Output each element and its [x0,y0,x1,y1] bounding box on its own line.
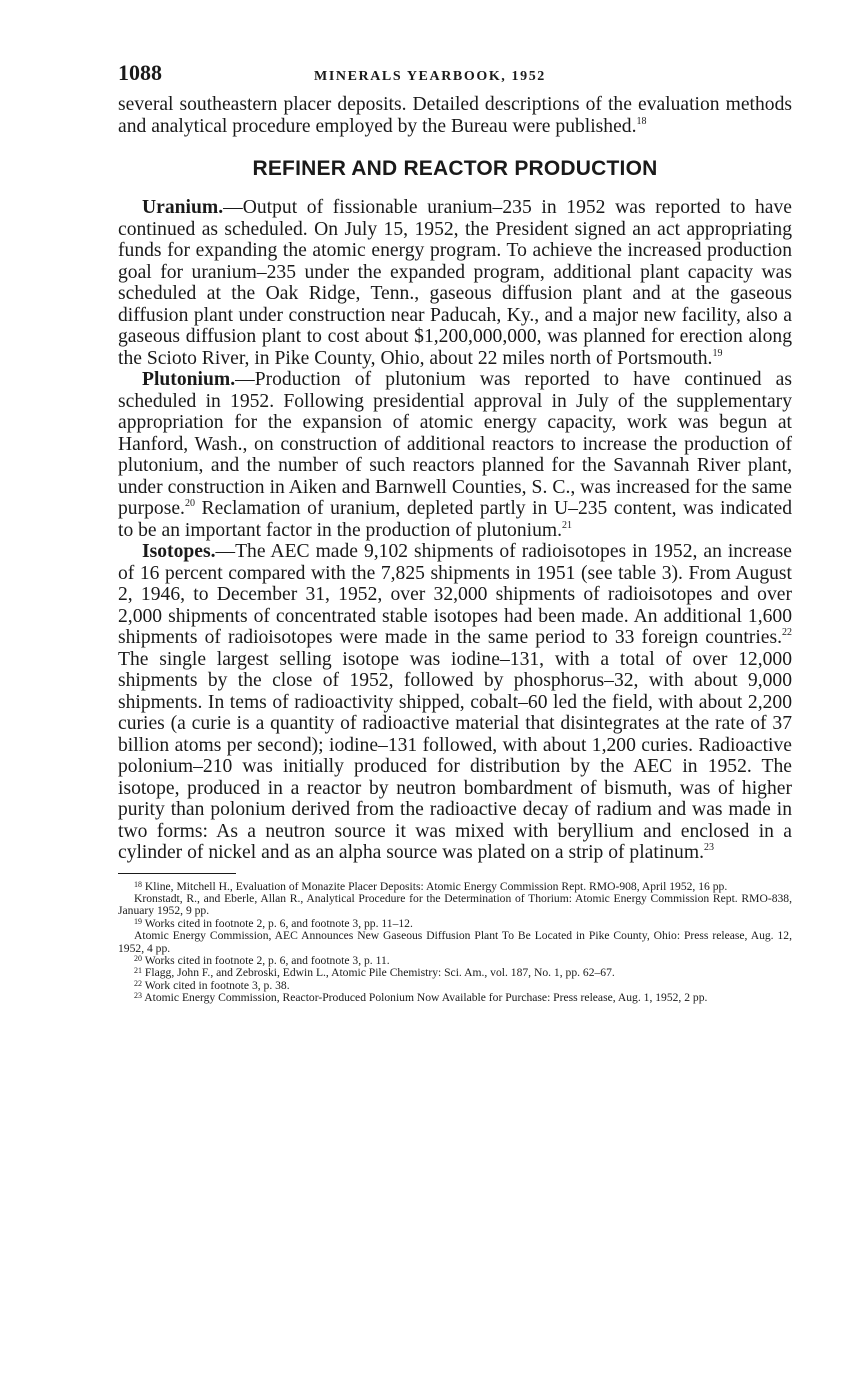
paragraph-text: The single largest selling isotope was iodine–131, with a total of over 12,000 shipments by the close of 1952, followed by phosphorus–32, with about 9,000 shipments. In tems of radioactivity shipped, cobalt–60 led the field, with about 2,200 curies (a curie is a quantity of radioactive material that disintegrates at the rate of 37 billion atoms per second); iodine–131 followed, with about 1,200 curies. Radioactive polonium–210 was initially produced for distribution by the AEC in 1952. The isotope, produced in a reactor by neutron bombardment of bismuth, was of higher purity than polonium derived from the radioactive decay of radium and was made in two forms: As a neutron source it was mixed with beryllium and enclosed in a cylinder of nickel and as an alpha source was plated on a strip of platinum. [118,648,792,863]
running-title: MINERALS YEARBOOK, 1952 [314,69,546,84]
runin-heading: Isotopes. [142,541,216,562]
footnote-ref: 18 [636,115,647,127]
paragraph-text: Reclamation of uranium, depleted partly in U–235 content, was indicated to be an important factor in the production of plutonium. [118,498,792,541]
paragraph-uranium [118,197,792,369]
footnote-mark: 23 [134,991,142,1001]
footnote-mark: 22 [134,978,142,988]
intro-text: several southeastern placer deposits. Detailed descriptions of the evaluation methods and analytical procedure employed by the Bureau were published. [118,94,792,137]
footnote-ref: 19 [712,347,723,359]
section-heading: REFINER AND REACTOR PRODUCTION [252,157,658,180]
footnote-text: Kronstadt, R., and Eberle, Allan R., Analytical Procedure for the Determination of Thorium: Atomic Energy Commission Rept. RMO-838, January 1952, 9 pp. [118,891,792,918]
footnote-mark: 18 [134,879,142,889]
footnote-ref: 22 [782,627,792,638]
footnote-text: Atomic Energy Commission, Reactor-Produced Polonium Now Available for Purchase: Press release, Aug. 1, 1952, 2 pp. [144,991,708,1005]
runin-heading: Uranium. [142,197,224,218]
footnote-mark: 19 [134,916,142,926]
footnote-mark: 20 [134,953,142,963]
paragraph-text: —The AEC made 9,102 shipments of radioisotopes in 1952, an increase of 16 percent compared with the 7,825 shipments in 1951 (see table 3). From August 2, 1946, to December 31, 1952, over 32,000 shipments of radioisotopes and over 2,000 shipments of concentrated stable isotopes had been made. An additional 1,600 shipments of radioisotopes were made in the same period to 33 foreign countries. [118,541,792,648]
footnote-text: Flagg, John F., and Zebroski, Edwin L., Atomic Pile Chemistry: Sci. Am., vol. 187, No. 1, pp. 62–67. [144,966,615,980]
footnote-text: Atomic Energy Commission, AEC Announces New Gaseous Diffusion Plant To Be Located in Pike County, Ohio: Press release, Aug. 12, 1952, 4 pp. [118,929,792,955]
intro-paragraph [118,94,792,137]
footnote-ref: 21 [562,519,573,531]
runin-heading: Plutonium. [142,369,236,390]
page-header [118,60,792,94]
footnote-ref: 20 [184,498,195,509]
footnote-text: Kline, Mitchell H., Evaluation of Monazite Placer Deposits: Atomic Energy Commission Rept. RMO-908, April 1952, 16 pp. [144,879,728,893]
footnote-text: Works cited in footnote 2, p. 6, and footnote 3, p. 11. [144,953,390,967]
page-number: 1088 [118,60,162,85]
footnote-text: Work cited in footnote 3, p. 38. [144,978,290,992]
paragraph-plutonium [118,369,792,541]
footnote-mark: 21 [134,966,142,976]
paragraph-text: —Production of plutonium was reported to have continued as scheduled in 1952. Following presidential approval in July of the supplementary appropriation for the expansion of atomic energy capacity, work was begun at Hanford, Wash., on construction of additional reactors to increase the production of plutonium, and the number of such reactors planned for the Savannah River plant, under construction in Aiken and Barnwell Counties, S. C., was increased for the same purpose. [118,369,792,519]
footnote-text: Works cited in footnote 2, p. 6, and footnote 3, pp. 11–12. [144,916,413,930]
footnote [118,992,792,1004]
footnote [118,930,792,955]
footnote-ref: 23 [704,842,714,853]
paragraph-text: —Output of fissionable uranium–235 in 1952 was reported to have continued as scheduled. On July 15, 1952, the President signed an act appropriating funds for expanding the atomic energy program. To achieve the increased production goal for uranium–235 under the expanded program, additional plant capacity was scheduled at the Oak Ridge, Tenn., gaseous diffusion plant and at the gaseous diffusion plant under construction near Paducah, Ky., and a major new facility, also a gaseous diffusion plant to cost about $1,200,000,000, was planned for erection along the Scioto River, in Pike County, Ohio, about 22 miles north of Portsmouth. [118,197,792,369]
footnote [118,893,792,918]
footnote-divider [118,873,236,874]
footnotes [118,881,792,1005]
page [118,60,792,1005]
paragraph-isotopes [118,541,792,864]
